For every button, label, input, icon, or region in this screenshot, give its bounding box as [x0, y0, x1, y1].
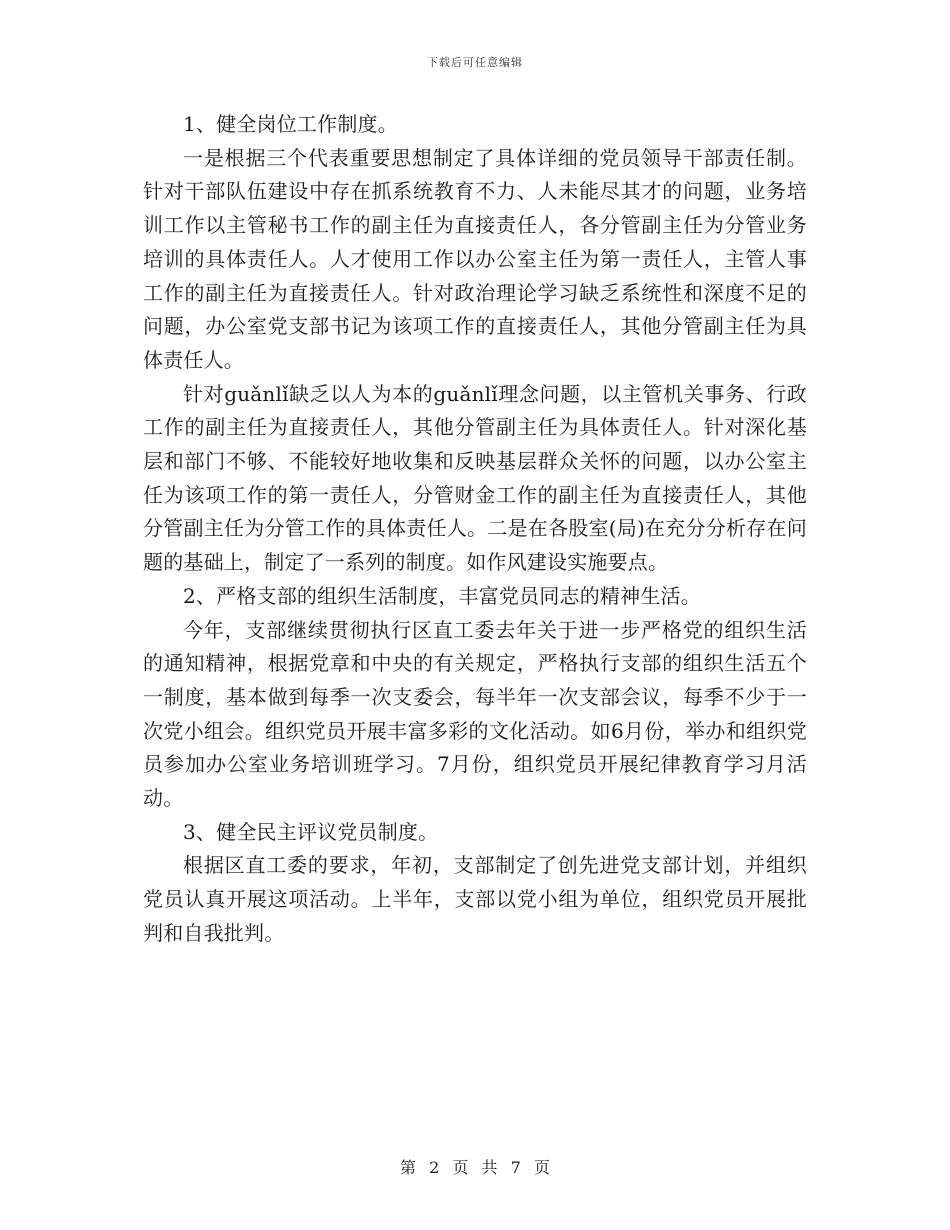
body-paragraph: 今年，支部继续贯彻执行区直工委去年关于进一步严格党的组织生活的通知精神，根据党章和中央的有关规定，严格执行支部的组织生活五个一制度，基本做到每季一次支委会，每半年一次支部会议，每季不少于一次党小组会。组织党员开展丰富多彩的文化活动。如6月份，举办和组织党员参加办公室业务培训班学习。7月份，组织党员开展纪律教育学习月活动。 — [143, 617, 807, 811]
footer-page-word: 页 — [452, 1158, 469, 1177]
document-body — [143, 108, 807, 951]
body-paragraph: 一是根据三个代表重要思想制定了具体详细的党员领导干部责任制。针对干部队伍建设中存在抓系统教育不力、人未能尽其才的问题，业务培训工作以主管秘书工作的副主任为直接责任人，各分管副主任为分管业务培训的具体责任人。人才使用工作以办公室主任为第一责任人，主管人事工作的副主任为直接责任人。针对政治理论学习缺乏系统性和深度不足的问题，办公室党支部书记为该项工作的直接责任人，其他分管副主任为具体责任人。 — [143, 145, 807, 372]
footer-suffix: 页 — [533, 1158, 550, 1177]
footer-total-word: 共 — [481, 1158, 498, 1177]
section-heading-2: 2、严格支部的组织生活制度，丰富党员同志的精神生活。 — [183, 583, 701, 608]
section-heading-3: 3、健全民主评议党员制度。 — [183, 819, 439, 844]
page-footer — [0, 1155, 950, 1178]
section-heading-1: 1、健全岗位工作制度。 — [183, 112, 398, 136]
footer-total-pages: 7 — [510, 1158, 521, 1177]
body-paragraph: 针对guǎnlǐ缺乏以人为本的guǎnlǐ理念问题，以主管机关事务、行政工作的副主任为直接责任人，其他分管副主任为具体责任人。针对深化基层和部门不够、不能较好地收集和反映基层群众关怀的问题，以办公室主任为该项工作的第一责任人，分管财金工作的副主任为直接责任人，其他分管副主任为分管工作的具体责任人。二是在各股室(局)在充分分析存在问题的基础上，制定了一系列的制度。如作风建设实施要点。 — [143, 381, 807, 575]
body-paragraph: 根据区直工委的要求，年初，支部制定了创先进党支部计划，并组织党员认真开展这项活动。上半年，支部以党小组为单位，组织党员开展批判和自我批判。 — [143, 853, 807, 945]
footer-prefix: 第 — [400, 1158, 417, 1177]
footer-current-page: 2 — [429, 1158, 440, 1177]
header-note: 下载后可任意编辑 — [427, 56, 523, 69]
